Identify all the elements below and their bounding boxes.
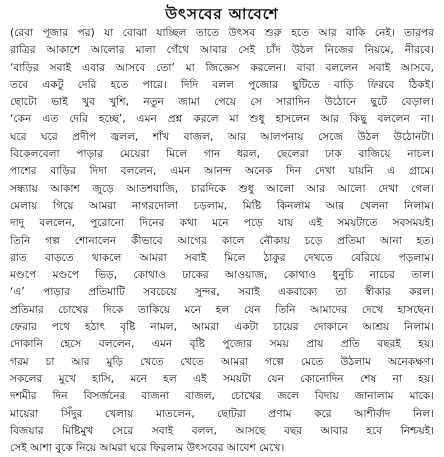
- article-line: মেলায় গিয়ে আমরা নাগরদোলা চড়লাম, মিষ্টি কিনলাম আর খেলনা নিলাম।: [10, 199, 434, 212]
- article-line: সন্ধ্যায় আকাশ জুড়ে আতশবাজি, চারদিকে শুধু আলো আর আলো দেখা গেল।: [10, 182, 434, 195]
- article-line: মণ্ডপে মণ্ডপে ভিড়, কোথাও ঢাকের আওয়াজ, কোথাও ধুনুচি নাচের তাল।: [10, 269, 434, 282]
- article-line: মায়েরা সিঁদুর খেলায় মাতলেন, ছোটরা প্রণাম করে আশীর্বাদ নিল।: [10, 407, 434, 420]
- article-line: রাত বাড়তে থাকলে আমরা সবাই মিলে ঠাকুর দেখতে বেরিয়ে পড়লাম।: [10, 251, 434, 264]
- article-line: দাদু বললেন, পুরোনো দিনের কথা মনে পড়ে যায় এই সময়টাতে সবসময়ই।: [10, 217, 434, 230]
- article-line: পাশের বাড়ির দিদা বললেন, এমন আনন্দ অনেক দিন দেখা যায়নি এ গ্রামে।: [10, 165, 434, 178]
- article-line: (রেবা পূজার পর) যা বোঝা যাচ্ছিল তাতে উৎসব শুরু হতে আর বাকি নেই। তারপর: [10, 27, 434, 39]
- article-title: উৎসবের আবেশে: [165, 5, 279, 23]
- article-body: [10, 25, 434, 457]
- article-line: বিজয়ার মিষ্টিমুখ সেরে সবাই বলল, আসছে বছর আবার হবে নিশ্চয়ই।: [10, 424, 434, 437]
- article-line: সেই আশা বুকে নিয়ে আমরা ঘরে ফিরলাম উৎসবের আবেশ মেখে।: [10, 442, 285, 455]
- article-line: ‘এ’ পাড়ার প্রতিমাটি সবচেয়ে সুন্দর, সবাই একবাক্যে তা স্বীকার করল।: [10, 286, 434, 299]
- article-line: বিকেলবেলা পাড়ার মেয়েরা মিলে গান ধরল, ছেলেরা ঢাক বাজিয়ে নাচল।: [10, 148, 434, 161]
- article-line: ফেরার পথে হঠাৎ বৃষ্টি নামল, আমরা একটা চায়ের দোকানে আশ্রয় নিলাম।: [10, 321, 434, 334]
- article-line: তবে একটু দেরি হতে পারে। দিদি বলল পুজোর ছুটিতে বাড়ি ফিরবে ঠিকই।: [10, 78, 434, 91]
- article-line: তিনি গল্প শোনালেন কীভাবে আগের কালে নৌকায় চড়ে প্রতিমা আনা হত।: [10, 234, 434, 247]
- article-line: সকলের মুখে হাসি, মনে হল এই সময়টা যেন কোনোদিন শেষ না হয়।: [10, 372, 434, 385]
- article-line: দশমীর দিন বিসর্জনের বাজনা বাজল, চোখের জলে বিদায় জানালাম মাকে।: [10, 390, 434, 403]
- article-line: ছোটো ভাই খুব খুশি, নতুন জামা পেয়ে সে সারাদিন উঠোনে ছুটে বেড়াল।: [10, 96, 434, 109]
- article-line: ‘কেন এত দেরি হচ্ছে’, এমন প্রশ্ন করলে মা শুধু হাসলেন আর কিছু বললেন না।: [10, 113, 434, 126]
- article-line: গরম চা আর মুড়ি খেতে খেতে আমরা গল্পে মেতে উঠলাম অনেকক্ষণ।: [10, 355, 434, 368]
- article-line: রাত্রির আকাশে আলোর মালা গেঁথে আবার সেই চাঁদ উঠল নিজের নিয়মে, নীরবে।: [10, 44, 434, 57]
- article-line: দোকানি হেসে বললেন, এমন বৃষ্টি পুজোর সময় প্রায় প্রতি বছরই হয়।: [10, 338, 434, 351]
- article-line: ঘরে ঘরে প্রদীপ জ্বলল, শাঁখ বাজল, আর আলপনায় সেজে উঠল উঠোনটা।: [10, 130, 434, 143]
- article-line: ‘বাড়ির সবাই এবার আসবে তো’ মা জিজ্ঞেস করলেন। বাবা বললেন সবাই আসবে,: [10, 61, 434, 74]
- article-line: প্রতিমার চোখের দিকে তাকিয়ে মনে হল যেন তিনি আমাদের দেখে হাসছেন।: [10, 303, 434, 316]
